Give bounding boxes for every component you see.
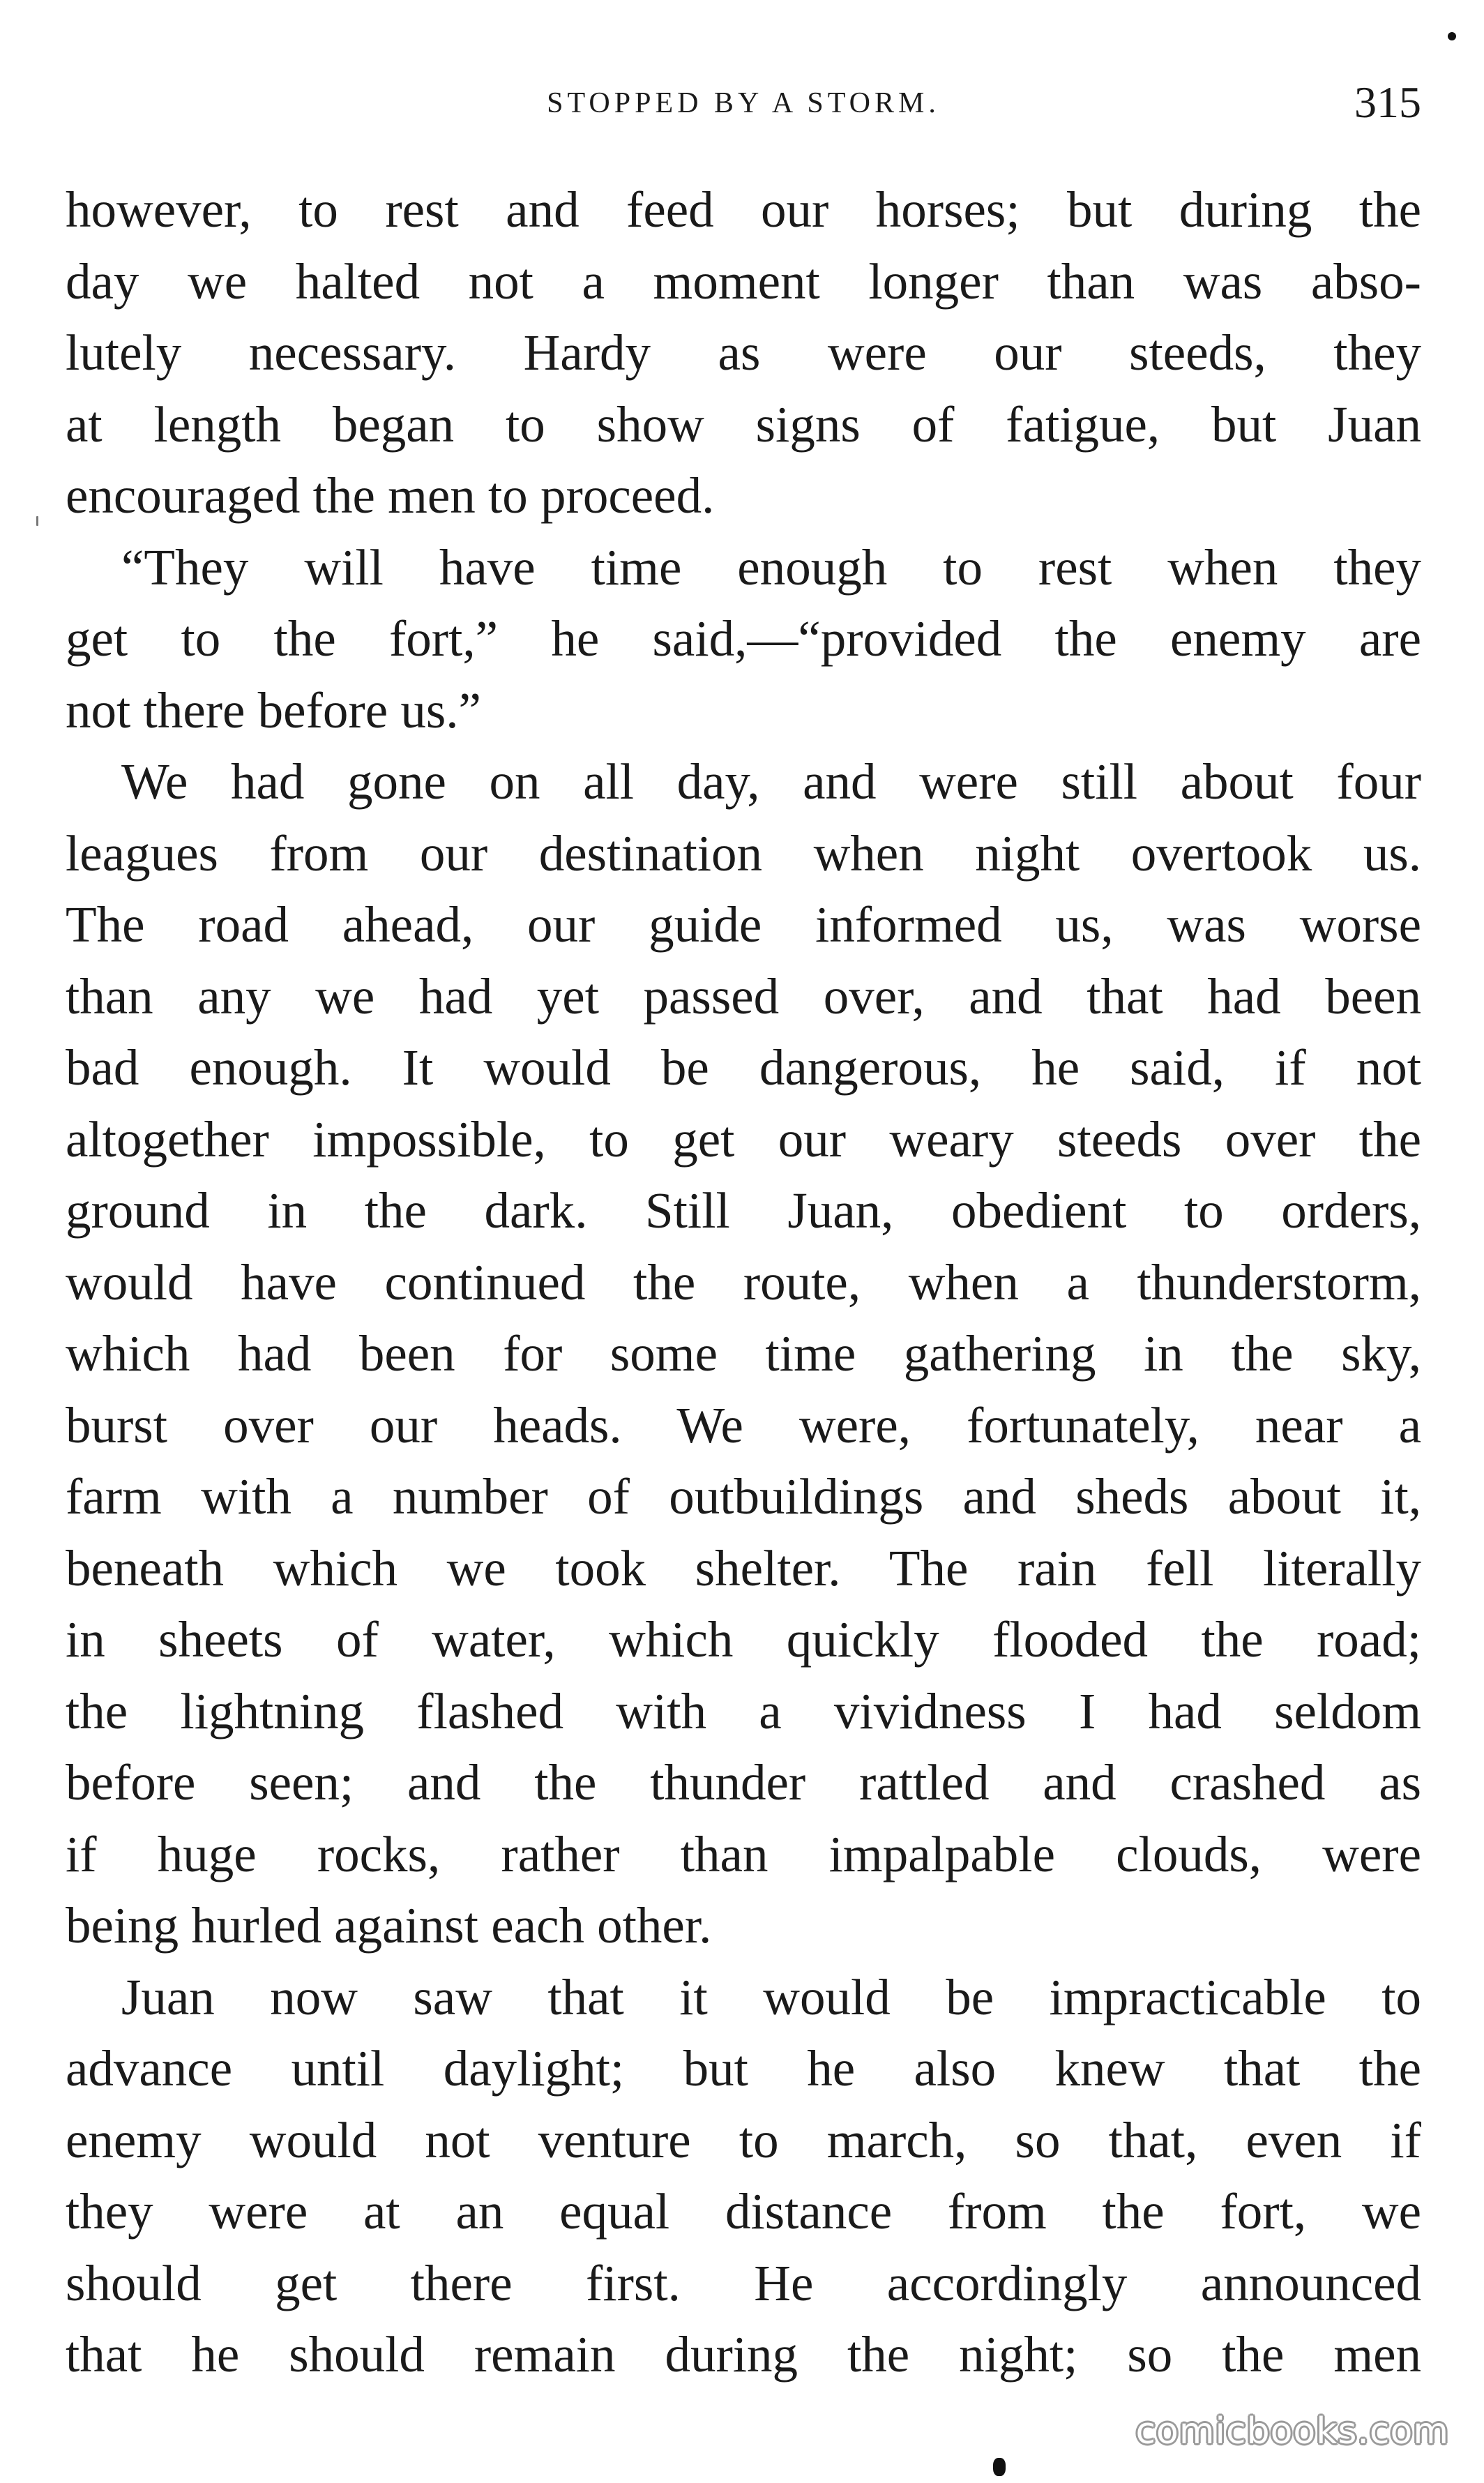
text-line: beneath which we took shelter. The rain fell literally (66, 1539, 1421, 1597)
text-line: The road ahead, our guide informed us, was worse (66, 896, 1421, 953)
text-line: would have continued the route, when a thunderstorm, (66, 1253, 1421, 1311)
text-line: We had gone on all day, and were still about four (121, 753, 1421, 810)
text-line: ground in the dark. Still Juan, obedient to orders, (66, 1182, 1421, 1239)
text-line: leagues from our destination when night overtook us. (66, 824, 1421, 882)
text-line: at length began to show signs of fatigue, but Juan (66, 395, 1421, 453)
watermark-logo: comicbooks.com (1135, 2410, 1449, 2452)
text-line: before seen; and the thunder rattled and crashed as (66, 1754, 1421, 1811)
text-line: lutely necessary. Hardy as were our steeds, they (66, 324, 1421, 381)
text-line: get to the fort,” he said,—“provided the enemy are (66, 610, 1421, 667)
body-text (66, 174, 1421, 2391)
text-line: they were at an equal distance from the fort, we (66, 2183, 1421, 2240)
ink-speck (1448, 32, 1456, 40)
text-line: than any we had yet passed over, and that had been (66, 967, 1421, 1025)
running-title: STOPPED BY A STORM. (547, 87, 940, 119)
text-line: however, to rest and feed our horses; but during the (66, 181, 1421, 238)
text-line: being hurled against each other. (66, 1897, 712, 1954)
text-line: bad enough. It would be dangerous, he said, if not (66, 1039, 1421, 1096)
text-line: “They will have time enough to rest when they (121, 538, 1421, 596)
text-line: if huge rocks, rather than impalpable clouds, were (66, 1825, 1421, 1882)
paragraph (66, 532, 1421, 747)
ink-speck (36, 516, 38, 526)
text-line: encouraged the men to proceed. (66, 467, 715, 524)
text-line: that he should remain during the night; so the men (66, 2326, 1421, 2383)
text-line: farm with a number of outbuildings and sheds about it, (66, 1468, 1421, 1525)
text-line: which had been for some time gathering in the sky, (66, 1325, 1421, 1382)
page-number: 315 (1354, 77, 1421, 127)
text-line: in sheets of water, which quickly flooded the road; (66, 1611, 1421, 1668)
text-line: Juan now saw that it would be impracticable to (121, 1968, 1421, 2025)
paragraph (66, 746, 1421, 1962)
text-line: day we halted not a moment longer than was abso- (66, 252, 1421, 310)
text-line: should get there first. He accordingly announced (66, 2254, 1421, 2311)
text-line: the lightning flashed with a vividness I had seldom (66, 1682, 1421, 1739)
paragraph (66, 174, 1421, 532)
page-header (66, 77, 1421, 139)
ink-speck (993, 2458, 1006, 2476)
text-line: not there before us.” (66, 681, 481, 739)
paragraph (66, 1962, 1421, 2391)
text-line: burst over our heads. We were, fortunately, near a (66, 1396, 1421, 1454)
text-line: advance until daylight; but he also knew that the (66, 2040, 1421, 2097)
text-line: altogether impossible, to get our weary steeds over the (66, 1110, 1421, 1168)
text-line: enemy would not venture to march, so that, even if (66, 2111, 1421, 2168)
